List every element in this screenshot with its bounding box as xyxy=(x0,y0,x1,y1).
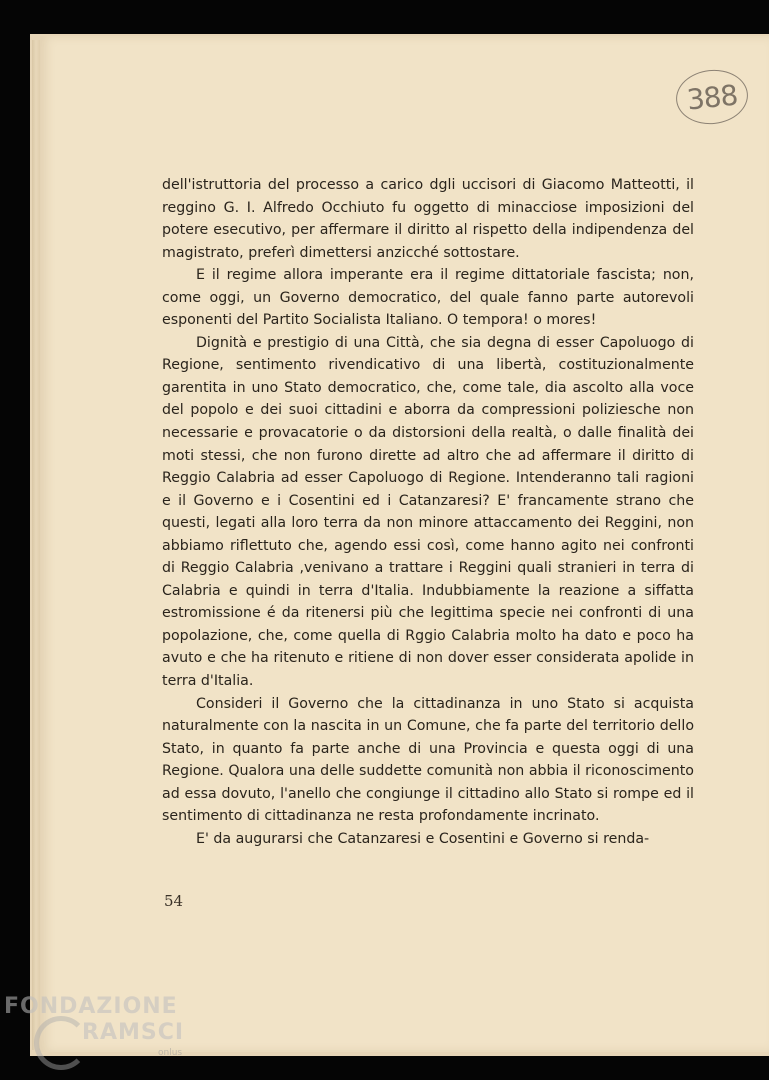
paragraph-4: Consideri il Governo che la cittadinanza in uno Stato si acquista naturalmente con la nascita in un Comune, che fa parte del territorio dello Stato, in quanto fa parte anche di una Provincia e questa oggi di una Regione. Qualora una delle suddette comunità non abbia il riconoscimento ad essa dovuto, l'anello che congiunge il cittadino allo Stato si rompe ed il sentimento di cittadinanza ne resta profondamente incrinato. xyxy=(162,695,694,825)
watermark-line2: RAMSCI xyxy=(82,1020,185,1045)
paragraph-1: dell'istruttoria del processo a carico dgli uccisori di Giacomo Matteotti, il reggino G. I. Alfredo Occhiuto fu oggetto di minacciose imposizioni del potere esecutivo, per affermare il diritto al rispetto della indipendenza del magistrato, preferì dimettersi anzicché sottostare. xyxy=(162,177,694,261)
watermark-line1: FONDAZIONE xyxy=(4,994,178,1019)
paragraph-3: Dignità e prestigio di una Città, che sia degna di esser Capoluogo di Regione, sentimento rivendicativo di una libertà, costituzionalmente garentita in uno Stato democratico, che, come tale, dia ascolto alla voce del popolo e dei suoi cittadini e aborra da compressioni poliziesche non necessarie e provacatorie o da distorsioni della realtà, o dalle finalità dei moti stessi, che non furono dirette ad altro che ad affermare il diritto di Reggio Calabria ad esser Capoluogo di Regione. Intenderanno tali ragioni e il Governo e i Cosentini ed i Catanzaresi? E' francamente strano che questi, legati alla loro terra da non minore attaccamento dei Reggini, non abbiamo riflettuto che, agendo essi così, come hanno agito nei confronti di Reggio Calabria ,venivano a trattare i Reggini quali stranieri in terra di Calabria e quindi in terra d'Italia. Indubbiamente la reazione a siffatta estromissione é da ritenersi più che legittima specie nei confronti di una popolazione, che, come quella di Rggio Calabria molto ha dato e poco ha avuto e che ha ritenuto e ritiene di non dover esser considerata apolide in terra d'Italia. xyxy=(162,334,694,690)
archive-stamp-number: 388 xyxy=(685,77,739,117)
paragraph-5: E' da augurarsi che Catanzaresi e Cosentini e Governo si renda- xyxy=(196,830,650,847)
watermark-g-icon xyxy=(34,1016,88,1070)
watermark-onlus: onlus xyxy=(158,1048,183,1058)
paragraph-2: E il regime allora imperante era il regime dittatoriale fascista; non, come oggi, un Governo democratico, del quale fanno parte autorevoli esponenti del Partito Socialista Italiano. O tempora! o mores! xyxy=(162,267,694,329)
page-number: 54 xyxy=(164,892,184,910)
body-text xyxy=(162,174,694,850)
watermark-logo xyxy=(4,994,204,1074)
